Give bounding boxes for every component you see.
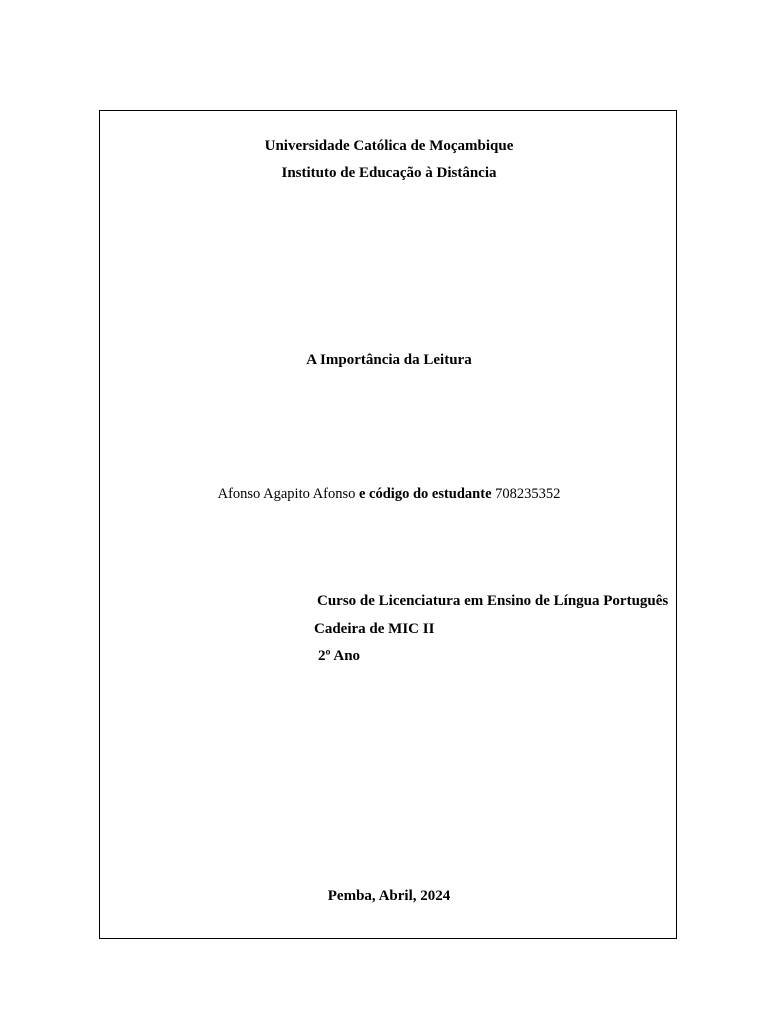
document-title: A Importância da Leitura [306, 352, 472, 368]
student-code-label: e código do estudante [358, 486, 492, 502]
page-border [99, 110, 677, 939]
course-subject: Cadeira de MIC II [314, 621, 435, 637]
student-info [0, 485, 768, 503]
student-code: 708235352 [495, 486, 561, 502]
place-date: Pemba, Abril, 2024 [327, 888, 451, 904]
institute-name: Instituto de Educação à Distância [281, 165, 497, 181]
student-name: Afonso Agapito Afonso [217, 486, 356, 502]
course-degree: Curso de Licenciatura em Ensino de Língua Português [317, 593, 669, 609]
university-name: Universidade Católica de Moçambique [264, 138, 514, 154]
course-year: 2º Ano [318, 648, 361, 664]
